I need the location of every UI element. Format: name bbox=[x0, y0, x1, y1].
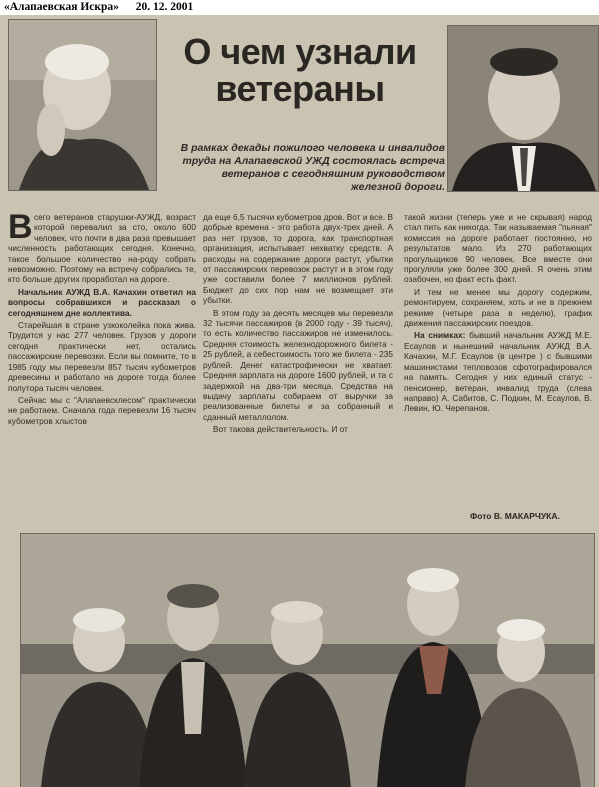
issue-date: 20. 12. 2001 bbox=[135, 1, 194, 13]
caption-heading: На снимках: bbox=[414, 330, 466, 341]
article-headline: О чем узнали ветераны bbox=[183, 31, 417, 109]
group-photo bbox=[20, 533, 595, 787]
portrait-photo-right bbox=[447, 25, 599, 192]
paragraph: такой жизни (теперь уже и не скрывая) народ стал пить как никогда. Так называемая "пьяная" комиссия на дороге работает постоянно, но результатов мало. Из 270 работающих прогульщиков 90 человек. Все вместе они прогуляли уже более 300 дней. Я очень этим озабочен, но факт есть факт. bbox=[404, 212, 592, 285]
photo-credit: Фото В. МАКАРЧУКА. bbox=[470, 511, 560, 521]
paragraph: да еще 6,5 тысячи кубометров дров. Вот и все. В добрые времена - это работа двух-трех дней. А раз нет грузов, то дорога, как транспортная организация, испытывает нехватку средств. А расходы на содержание дороги растут, убытки от пассажирских перевозок растут и в этом году уже составили более 7 миллионов рублей. Бюджет до сих пор нам не возмещает эти убытки. bbox=[203, 212, 393, 306]
masthead bbox=[0, 0, 599, 15]
paragraph: И тем не менее мы дорогу содержим, ремонтируем, сохраняем, хоть и не в прежнем режиме (четыре раза в неделю), график движения пассажирских поездов. bbox=[404, 286, 592, 329]
text-column-2 bbox=[203, 212, 393, 437]
paragraph: Сейчас мы с "Алапаевсклесом" практически не работаем. Сначала года перевезли 16 тысяч кубометров хлыстов bbox=[8, 394, 196, 426]
newspaper-clipping bbox=[0, 15, 599, 787]
paragraph: Начальник АУЖД В.А. Качахин ответил на вопросы собравшихся и рассказал о сегодняшнем дне коллектива. bbox=[8, 286, 196, 318]
photo-caption bbox=[404, 330, 592, 413]
text-column-3 bbox=[404, 212, 592, 416]
text-column-1 bbox=[8, 208, 196, 428]
paragraph: Вот такова действительность. И от bbox=[213, 424, 348, 435]
paragraph: Старейшая в стране узкоколейка пока жива. Трудится у нас 277 человек. Грузов у дороги сегодня практически нет, остались пассажирские перевозки. Если вы помните, то в 1985 году мы перевезли 857 тысяч кубометров древесины и работало на дороге тогда более полутора тысяч человек. bbox=[8, 320, 196, 393]
caption-text: бывший начальник АУЖД М.Е. Есаулов и нынешний начальник АУЖД В.А. Качахин, М.Г. Есаулов (в центре ) с бывшими машинистами тепловозов сфотографировался на память. Сегодня у них единый статус - пенсионер, ветеран, инвалид труда (слева направо) А. Сабитов, С. Подкин, М. Есаулов, В. Левин, Ю. Черепанов. bbox=[404, 330, 593, 414]
newspaper-name: «Алапаевская Искра» bbox=[4, 1, 119, 13]
drop-cap: В bbox=[8, 208, 33, 246]
paragraph: В этом году за десять месяцев мы перевезли 32 тысячи пассажиров (в 2000 году - 39 тысяч), то есть количество пассажиров не изменилось. Средняя стоимость железнодорожного билета - 25 рублей, а себестоимость того же билета - 235 рублей. Денег катастрофически не хватает. Средняя зарплата на дороге 1600 рублей, и та с задержкой на два-три месяца. Средства на выдачу зарплаты собираем от выручки за реализованные билеты и за собранный и сданный металлолом. bbox=[203, 307, 393, 422]
portrait-photo-left bbox=[8, 19, 157, 191]
paragraph: сего ветеранов старушки-АУЖД, возраст которой перевалил за сто, около 600 человек, что почти в два раза превышает численность работающих сегодня. Конечно, такое большое количество на-роду собрать невозможно. Поэтому на встречу собрались те, кто больше других проработал на дороге. bbox=[8, 212, 196, 285]
article-lead: В рамках декады пожилого человека и инвалидов труда на Алапаевской УЖД состоялась встреча ветеранов с сегодняшним руководством железной дороги. bbox=[180, 142, 445, 193]
